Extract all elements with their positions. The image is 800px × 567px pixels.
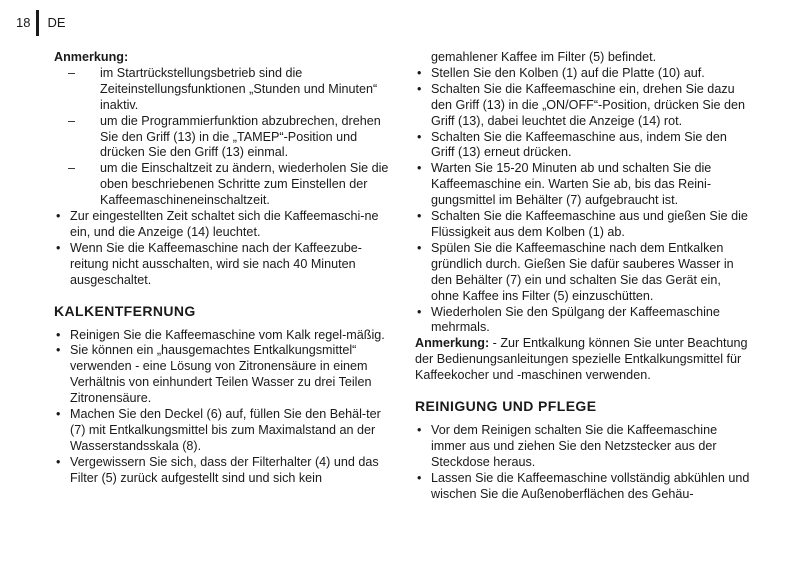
note-label: Anmerkung: [415,336,490,351]
list-item: • Schalten Sie die Kaffeemaschine aus und gießen Sie die Flüssigkeit aus dem Kolben (1) ab. [415,209,750,241]
note-label: Anmerkung: [54,50,129,64]
header-divider [36,10,39,36]
list-item: • Spülen Sie die Kaffeemaschine nach dem Entkalken gründlich durch. Gießen Sie dafür sauberes Wasser in den Behälter (7) ein und schalten Sie das Gerät ein, ohne Kaffee ins Filter (5) einzuschütten. [415,241,750,305]
list-item: • Vor dem Reinigen schalten Sie die Kaffeemaschine immer aus und ziehen Sie den Netzstecker aus der Steckdose heraus. [415,423,750,471]
section-title-kalkentfernung: KALKENTFERNUNG [54,302,196,319]
list-item: • Zur eingestellten Zeit schaltet sich die Kaffeemaschi-ne ein, und die Anzeige (14) leuchtet. [54,209,389,241]
list-item: • Machen Sie den Deckel (6) auf, füllen Sie den Behäl-ter (7) mit Entkalkungsmittel bis zum Maximalstand an der Wasserstandsskala (8). [54,407,389,455]
language-code: DE [47,15,66,30]
page-number: 18 [16,15,31,30]
note-item: – um die Einschaltzeit zu ändern, wiederholen Sie die oben beschriebenen Schritte zum Einstellen der Kaffeemaschineneinschaltzeit. [68,161,389,209]
section-title-reinigung: REINIGUNG UND PFLEGE [415,398,597,415]
note-text: - Zur Entkalkung können Sie unter Beachtung der Bedienungsanleitungen spezielle Entkalkungsmittel für Kaffeekocher und -maschinen verwenden. [415,336,748,383]
list-item: • Wenn Sie die Kaffeemaschine nach der Kaffeezube-reitung nicht ausschalten, wird sie nach 40 Minuten ausgeschaltet. [54,241,389,289]
list-item: • Warten Sie 15-20 Minuten ab und schalten Sie die Kaffeemaschine ein. Warten Sie ab, bis das Reini-gungsmittel im Behälter (7) aufgebraucht ist. [415,161,750,209]
right-column [415,50,750,502]
list-item: • Reinigen Sie die Kaffeemaschine vom Kalk regel-mäßig. [54,328,389,344]
left-column [54,50,389,487]
note-item: – im Startrückstellungsbetrieb sind die Zeiteinstellungsfunktionen „Stunden und Minuten“ inaktiv. [68,66,389,114]
page-header [16,10,66,40]
continuation-text: gemahlener Kaffee im Filter (5) befindet. [431,50,657,64]
list-item: • Vergewissern Sie sich, dass der Filterhalter (4) und das Filter (5) zurück aufgestellt sind und sich kein [54,455,389,487]
list-item: • Lassen Sie die Kaffeemaschine vollständig abkühlen und wischen Sie die Außenoberflächen des Gehäu- [415,471,750,503]
list-item: • Schalten Sie die Kaffeemaschine aus, indem Sie den Griff (13) erneut drücken. [415,130,750,162]
list-item: • Stellen Sie den Kolben (1) auf die Platte (10) auf. [415,66,750,82]
list-item: • Sie können ein „hausgemachtes Entkalkungsmittel“ verwenden - eine Lösung von Zitronensäure in einem Verhältnis von einhundert Teilen Wasser zu drei Teilen Zitronensäure. [54,343,389,407]
note-paragraph [415,336,750,384]
note-item: – um die Programmierfunktion abzubrechen, drehen Sie den Griff (13) in die „TAMEP“-Position und drücken Sie den Griff (13) einmal. [68,114,389,162]
list-item: • Schalten Sie die Kaffeemaschine ein, drehen Sie dazu den Griff (13) in die „ON/OFF“-Position, drücken Sie den Griff (13), dabei leuchtet die Anzeige (14) rot. [415,82,750,130]
list-item: • Wiederholen Sie den Spülgang der Kaffeemaschine mehrmals. [415,305,750,337]
